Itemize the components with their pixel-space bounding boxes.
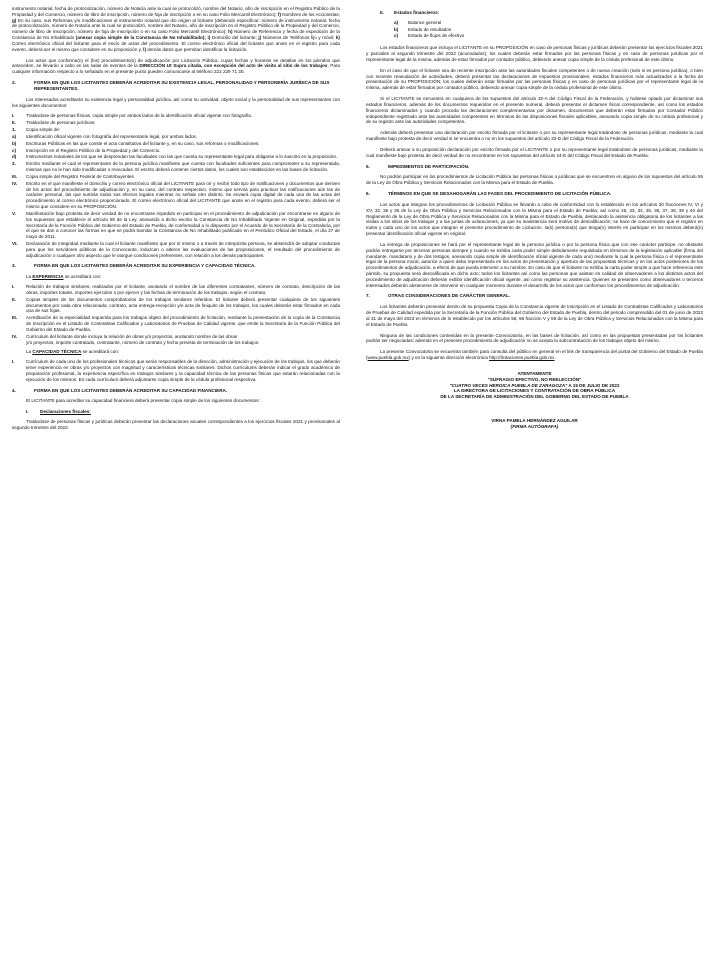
list-text: Copia simple del Registro Federal de Contribuyentes.: [26, 173, 136, 179]
text-run: Números de Teléfonos fijo y móvil;: [261, 35, 336, 41]
list-marker: IV.: [12, 333, 18, 339]
list-marker: IV.: [12, 180, 18, 186]
list-marker: I.: [12, 359, 15, 365]
list-text: Instrumentos notariales de los que se desprendan las facultades con las que cuenta su representante legal para obligarse a lo suscrito en la proposición.: [26, 154, 338, 160]
list-text: Relación de trabajos similares, realizados por el licitante, anotando el nombre de las diferentes contratantes, número de contrato, descripción de las obras, importes totales, importes ejercidos o por ejercer y las fechas de terminación de los trabajos, según el contrato.: [26, 284, 340, 295]
list-text: Currículum de cada uno de los profesionales técnicos que serán responsables de la dirección, administración y ejecución de los trabajos, los que deberán tener experiencia en obras y/o proyectos con magnitud y características técnicas similares. Dichos currículums deberán indicar el grado académico de preparación profesional, la experiencia específica en trabajos similares y la capacidad técnica de las personas físicas que estarán relacionadas con la ejecución de los mismos. En cada currículum deberá adjuntarse copia simple de la cédula profesional respectiva.: [26, 359, 340, 382]
paragraph: Deberá anexar a su proposición declaración por escrito firmada por el LICITANTE o por su representante legal tratándose de personas jurídicas, mediante la cual manifieste bajo protesta de decir verdad de no encontrarse en los supuestos del artículo 24-E del Código Fiscal del Estado de Puebla.: [366, 146, 703, 158]
paragraph: En el caso de que el licitante sea de reciente inscripción ante las autoridades fiscales competentes o de nueva creación (solo si es persona jurídica), o bien con reciente reanudación de actividades, deberá presentar las declaraciones de impuestos provisionales, estados financieros más actualizados a la fecha de presentación de su PROPOSICIÓN; los cuales deberán estar firmados por las personas físicas y en caso de personas jurídicas por el representante legal de la misma, además de estar firmados por contador público, debiendo anexar copia simple de la cédula profesional de este último.: [366, 67, 703, 91]
experience-list: [12, 284, 340, 345]
section-title: FORMA EN QUE LOS LICITANTES DEBERÁN ACREDITAR SU EXISTENCIA LEGAL, PERSONALIDAD Y PERSONERÍA JURÍDICA DE SUS REPRESENTANTES.: [34, 80, 330, 91]
list-marker: V.: [12, 210, 16, 216]
section-3-heading: [12, 263, 340, 269]
section-number: 3.: [12, 263, 16, 269]
list-text: Tratándose de personas jurídicas:: [26, 120, 96, 126]
text-run: k): [335, 35, 340, 41]
experience-label: La EXPERIENCIA se acreditará con:: [26, 274, 102, 280]
section-5-paragraph: No podrán participar en los procedimientos de Licitación Pública las personas físicas o jurídicas que se encuentren en alguno de los supuestos del artículo 55 de la Ley de Obra Pública y Servicios Relacionados con la Misma para el Estado de Puebla.: [366, 174, 703, 186]
list-item: [12, 134, 340, 140]
list-item: [12, 148, 340, 154]
text-run: DIRECCIÓN Ut Supra citada, con excepción del acto de visita al sitio de los trabajos: [139, 63, 328, 69]
licitaciones-link[interactable]: http://licitaciones.puebla.gob.mx: [489, 355, 555, 361]
signatory-name: VIRNA PAMELA HERNÁNDEZ AGUILAR: [491, 418, 578, 424]
list-marker: II.: [12, 120, 16, 126]
financial-statement-item: [394, 20, 703, 26]
list-text: Currículum del licitante donde incluya la relación de obras y/o proyectos, anotando nombre de las obras y/o proyectos, importe contratado, contratante, número de contrato y fecha prevista de terminación de los trabajos.: [26, 333, 260, 345]
list-text: Identificación oficial vigente con fotografía del representante legal, por ambos lados.: [26, 133, 198, 139]
paragraph: Además deberá presentar una declaración por escrito firmada por el licitante o por su representante legal tratándose de personas jurídicas, mediante la cual manifieste bajo protesta de decir verdad si se encuentra o no en los supuestos del artículo 32-D del Código Fiscal de la Federación.: [366, 130, 703, 142]
text-run: Correo electrónico oficial del licitante para el envío de actas del procedimiento. El correo electrónico oficial del licitante que anote en el registro para cada evento, deberá ser el mismo que considere en su proposición y,: [12, 40, 340, 52]
section-title: FORMA EN QUE LOS LICITANTES DEBERÁN ACREDITAR SU EXPERIENCIA Y CAPACIDAD TÉCNICA.: [34, 263, 256, 269]
section-2-heading: [12, 80, 340, 92]
list-item: [12, 334, 340, 346]
financial-paragraphs: [366, 45, 703, 158]
section-number: 4.: [12, 387, 16, 393]
section-4-intro: El LICITANTE para acreditar su capacidad financiera deberá presentar copia simple de los siguientes documentos:: [26, 398, 260, 404]
section-number: 2.: [12, 80, 16, 86]
list-text: Escrituras Públicas en las que conste el acta constitutiva del licitante y, en su caso, sus reformas o modificaciones.: [26, 140, 260, 146]
list-marker: VI.: [12, 240, 18, 246]
paragraph: Los actos que integran los procedimientos de Licitación Pública se llevarán a cabo de conformidad con lo establecido en los artículos 30 fracciones IV, VI y XV, 32, 35 y 36 de la Ley de Obra Pública y Servicios Relacionados con la Misma para el Estado de Puebla; así como 25, 33, 34, 35, 36, 37, 38, 39 y 40 del Reglamento de la Ley de Obra Pública y Servicios Relacionados con la Misma para el Estado de Puebla, destacando la asistencia obligatoria de los licitantes a las visitas a los sitios de los trabajos y a las juntas de aclaraciones, ya que su inasistencia será motivo de descalificación; se hace de conocimiento que el registro en todos y cada uno de los actos que integran el presente procedimiento de Licitación, la(s) persona(s) que tenga(n) interés en participar en los mismos deberá(n) presentar identificación oficial vigente en original.: [366, 201, 703, 237]
text-run: j): [258, 35, 262, 41]
list-marker: 2.: [12, 161, 16, 167]
signature-title-2: DE LA SECRETARÍA DE ADMINISTRACIÓN DEL GOBIERNO DEL ESTADO DE PUEBLA: [440, 394, 629, 400]
list-text: Copias simples de los documentos comprobatorios de los trabajos similares referidos. El licitante deberá presentar cualquiera de los siguientes documentos por cada obra relacionada: contrato, acta entrega-recepción y/o acta de finiquito de los trabajos, los cuales deberán estar firmados en cada una de sus fojas.: [26, 296, 340, 314]
list-text: Escrito mediante el cual el representante de la persona jurídica manifieste que cuenta con facultades suficientes para comprometer a su representada, mismas que no le han sido modificadas o revocadas. El escrito deberá contener ciertos datos, los cuales son establecidos en las bases de licitación.: [26, 161, 340, 173]
paragraph: Si el LICITANTE se encuentra en cualquiera de los supuestos del artículo 32-A del Código Fiscal de la Federación, y hubiese optado por dictaminar sus estados financieros, además de los documentos requeridos en el presente numeral, deberá presentar el dictamen fiscal correspondiente, así como los estados financieros dictaminados y cuando proceda las declaraciones complementarias por dictamen, documentos que deberán estar firmados por Contador Público independiente registrado ante las autoridades competentes en términos de las disposiciones fiscales aplicables, anexando copia simple de su cédula profesional y de su registro ante las autoridades competentes.: [366, 96, 703, 125]
section-7-heading: [366, 293, 703, 299]
fiscal-paragraph: Tratándose de personas físicas y jurídicas deberán presentar las declaraciones anuales correspondientes a los ejercicios fiscales 2021 y provisionales al segundo trimestre del 2022.: [12, 419, 340, 430]
list-item: [12, 141, 340, 147]
list-text: Estado de flujos de efectivo: [408, 33, 465, 39]
signature-place-date: "CUATRO VECES HEROICA PUEBLA DE ZARAGOZA" A 15 DE JULIO DE 2022: [449, 382, 620, 388]
left-column: [12, 6, 340, 436]
list-item: [12, 154, 340, 160]
signature-block: [366, 371, 703, 430]
list-item: [12, 284, 340, 296]
list-text: Acreditación de la especialidad requerida para los trabajos objeto del procedimiento de licitación, mediante la presentación de la copia de la Constancia de Inscripción en el Listado de Contratistas Calificados y Laboratorios de Pruebas de Calidad vigente, que emite la Secretaría de la Función Pública del Gobierno del Estado de Puebla.: [26, 315, 340, 332]
list-text: Inscripción en el Registro Público de la Propiedad y del Comercio.: [26, 147, 161, 153]
list-item: [12, 120, 340, 126]
section-number: 5.: [366, 163, 370, 169]
section-2-list: [12, 113, 340, 258]
list-item: [12, 161, 340, 173]
intro-paragraph: [12, 6, 340, 53]
list-text: Declaración de integridad mediante la cual el licitante manifieste que por sí mismo o a través de interpósita persona, se abstendrá de adoptar conductas para que los servidores públicos de la Convocante, induzcan o alteren las evaluaciones de las proposiciones, el resultado del procedimiento de adjudicación o cualquier otro aspecto que le otorgue condiciones preferentes, con relación a los demás participantes.: [26, 240, 340, 258]
section-number: 7.: [366, 293, 370, 299]
text-run: h): [228, 29, 233, 35]
list-marker: I.: [12, 284, 15, 290]
list-marker: I.: [12, 113, 15, 119]
section-2-intro: Los interesados acreditarán su existencia legal y personalidad jurídica, así como su actividad, objeto social y la personalidad de sus representantes con los siguientes documentos:: [12, 96, 340, 108]
text-run: demás datos que permitan identificar la licitación.: [145, 46, 248, 52]
section-4-heading: [12, 388, 340, 394]
list-item: [12, 241, 340, 258]
list-item: [12, 211, 340, 240]
list-marker: b): [12, 140, 17, 146]
signature-closing: ATENTAMENTE: [517, 370, 552, 376]
list-item: [12, 297, 340, 314]
list-item: [12, 174, 340, 180]
section-7-paragraph-1: Los licitantes deberán presentar dentro de su propuesta Copia de la Constancia vigente de Inscripción en el Listado de Contratistas Calificados y Laboratorios de Pruebas de Calidad expedida por la Secretaría de la Función Pública del Gobierno del Estado de Puebla, dentro del periodo comprendido del 01 de junio de 2022 al 31 de mayo del 2023 en términos de lo establecido por los artículos 56, 58 fracción V y 59 de la Ley de Obra Pública y Servicios Relacionados con la Misma para el Estado de Puebla.: [366, 304, 703, 327]
section-6-paragraphs: [366, 202, 703, 289]
section-title: IMPEDIMENTOS DE PARTICIPACIÓN.: [388, 163, 470, 169]
list-marker: a): [12, 133, 17, 139]
subsection-financial-statements: II. Estados financieros:: [380, 10, 440, 15]
text-run: instrumento notarial, fecha de protocolización, número de Notaría ante la cual se protocolizó, nombre del Notario, año de inscripción en el Registro Público de la Propiedad y del Comercio, número de libro de inscripción, número de foja de inscripción o en su caso Folio Mercantil Electrónico);: [12, 6, 340, 17]
paragraph: La entrega de proposiciones se hará por el representante legal de la persona jurídica o por la persona física que con ese carácter participe, no obstante podrán entregarse por terceras personas siempre y cuando se exhiba carta poder simple debidamente requisitada en términos de la legislación aplicable (firma del mandante, mandatario y de dos testigos, anexando copia simple de identificación oficial vigente de cada uno) mediante la cual la persona física o el representante legal de la persona moral, autorice a quien deba representarla en los actos de presentación y apertura de las propuestas técnicas y en los actos posteriores de los procedimientos de adjudicación, a efecto de que pueda intervenir a su nombre. En caso de que el licitante no exhiba la carta poder simple a que hace referencia este párrafo, su propuesta será descalificada en dicho acto; todos los licitantes así como las personas que asistan en calidad de observadores a los distintos actos del procedimiento de adjudicación deberán exhibir identificación oficial vigente, así como registrar su asistencia. Quienes se presenten como observadores o terceros interesados deberán abstenerse de intervenir en cualquier momento durante el desarrollo de los actos que conforman los procedimientos de adjudicación.: [366, 241, 703, 288]
technical-capacity-list: [12, 359, 340, 382]
text-run: Los actos que conforma(n) el (los) procedimiento(s) de adjudicación por Licitación Pública, cuyas fechas y horarios se detallan en los párrafos que anteceden, se llevarán a cabo en las salas de eventos de la: [12, 57, 340, 69]
signature-title-1: LA DIRECTORA DE LICITACIONES Y CONTRATACIÓN DE OBRA PÚBLICA: [453, 388, 616, 394]
list-marker: III.: [12, 173, 18, 179]
puebla-portal-link[interactable]: www.puebla.gob.mx: [367, 355, 409, 361]
list-text: Balance general: [408, 19, 442, 25]
signature-note: (FIRMA AUTÓGRAFA): [510, 423, 559, 429]
subsection-fiscal: I. Declaraciones fiscales:: [26, 409, 91, 415]
text-run: Domicilio del licitante;: [210, 35, 259, 41]
list-marker: b): [394, 26, 399, 32]
section-5-heading: [366, 164, 703, 170]
list-text: Estado de resultados: [408, 26, 452, 32]
list-marker: 1.: [12, 127, 16, 133]
list-text: Tratándose de personas físicas, copia simple por ambos lados de la identificación oficial vigente con fotografía.: [26, 113, 253, 119]
list-text: Manifestación bajo protesta de decir verdad de no encontrarse impedido en participar en el procedimiento de adjudicación por encontrarse en alguno de los supuestos que establece el artículo 55 de la Ley, anexando a dicho escrito la Constancia de No Inhabilitado Vigente en Original, expedida por la Secretaría de la Función Pública del Gobierno del Estado de Puebla, de conformidad a lo dispuesto por el Acuerdo de la Secretaría de la Contraloría, por el que se dan a conocer las formas en que se podrá tramitar la Constancia de No Inhabilitado publicado en el Periódico Oficial del Estado, el día 27 de mayo de 2011.: [26, 210, 340, 240]
technical-capacity-label: La CAPACIDAD TÉCNICA se acreditará con:: [26, 349, 120, 355]
section-title: TÉRMINOS EN QUE SE DESAHOGARÁN LAS FASES DEL PROCEDIMIENTO DE LICITACIÓN PÚBLICA.: [388, 191, 612, 197]
financial-statement-item: [394, 33, 703, 39]
text-run: l): [143, 46, 146, 52]
list-text: Escrito en el que manifieste el domicilio y correo electrónico oficial del LICITANTE para oír y recibir todo tipo de notificaciones y documentos que deriven de los actos del procedimiento de adjudicación y, en su caso, del contrato respectivo, mismo que servirá para practicar las notificaciones aún las de carácter personal, las que surtirán todos sus efectos legales mientras no señale otro distinto. Se enviará copia digital de cada una de las actas del procedimiento al correo electrónico proporcionado. El correo electrónico oficial del LICITANTE que anote en el registro para cada evento, deberá ser el mismo que considere en su PROPOSICIÓN.: [26, 180, 340, 210]
list-marker: III.: [12, 315, 18, 321]
financial-statement-item: [394, 27, 703, 33]
paragraph: Los estados financieros que incluya el LICITANTE en su PROPOSICIÓN en caso de personas físicas y jurídicas deberán presentar los ejercicios fiscales 2021 y parciales al segundo trimestre del 2022 (acumulados); los cuales deberán estar firmados por las personas físicas y en caso de personas jurídicas por el representante legal de la misma, además de estar firmados por contador público, debiendo anexar copia simple de la cédula profesional de este último.: [366, 45, 703, 62]
right-column: [366, 6, 703, 430]
text-run: i): [207, 35, 211, 41]
list-item: [12, 127, 340, 133]
section-7-paragraph-3: La presente Convocatoria se encuentra también para consulta del público en general en el link de transparencia del portal del Gobierno del Estado de Puebla (www.puebla.gob.mx) y en la siguiente dirección electrónica http://licitaciones.puebla.gob.mx.: [366, 349, 703, 361]
text-run: En su caso, sus Reformas y/o modificaciones al instrumento notarial que dio origen al licitante (debiendo especificar: número de instrumento notarial, fecha de protocolización, número de Notaría ante la cual se protocolizó, nombre del Notario, año de inscripción en el Registro Público de la Propiedad y del Comercio, número de libro de inscripción, número de foja de inscripción o en su caso Folio Mercantil Electrónico);: [12, 17, 340, 35]
section-title: OTRAS CONSIDERACIONES DE CARÁCTER GENERAL.: [388, 293, 511, 299]
text-run: ; Para cualquier información respecto a lo señalado en el presente punto pueden comunicarse al teléfono 222 229 71 30.: [12, 63, 340, 75]
text-run: f): [277, 11, 281, 17]
list-marker: c): [12, 147, 17, 153]
list-marker: II.: [12, 296, 16, 302]
list-marker: a): [394, 19, 399, 25]
section-6-heading: [366, 191, 703, 197]
text-run: (anexar copia simple de la Constancia de No Inhabilitado);: [75, 35, 206, 41]
acts-paragraph: [12, 58, 340, 75]
section-number: 6.: [366, 191, 370, 197]
list-marker: d): [12, 154, 17, 160]
section-7-paragraph-2: Ninguna de las condiciones contenidas en la presente Convocatoria, en las bases de licitación, así como en las propuestas presentadas por los licitantes podrán ser negociadas; además en el presente procedimiento de adjudicación no se acepta la subcontratación de los trabajos objeto del mismo.: [366, 332, 703, 344]
text-run: g): [12, 17, 17, 23]
list-item: [12, 113, 340, 119]
list-item: [12, 181, 340, 210]
list-text: Copia simple de:: [26, 127, 61, 133]
financial-statements-list: [366, 20, 703, 39]
list-item: [12, 315, 340, 332]
section-title: FORMA EN QUE LOS LICITANTES DEBERÁN ACREDITAR SU CAPACIDAD FINANCIERA.: [34, 387, 228, 393]
list-marker: c): [394, 33, 399, 39]
text-run: Nombres de los Accionistas;: [280, 11, 340, 17]
list-item: [12, 359, 340, 382]
signature-motto: "SUFRAGIO EFECTIVO, NO REELECCIÓN": [487, 376, 582, 382]
text-run: Número de Referencia y fecha de expedición de la Constancia de No Inhabilitado: [12, 29, 340, 41]
